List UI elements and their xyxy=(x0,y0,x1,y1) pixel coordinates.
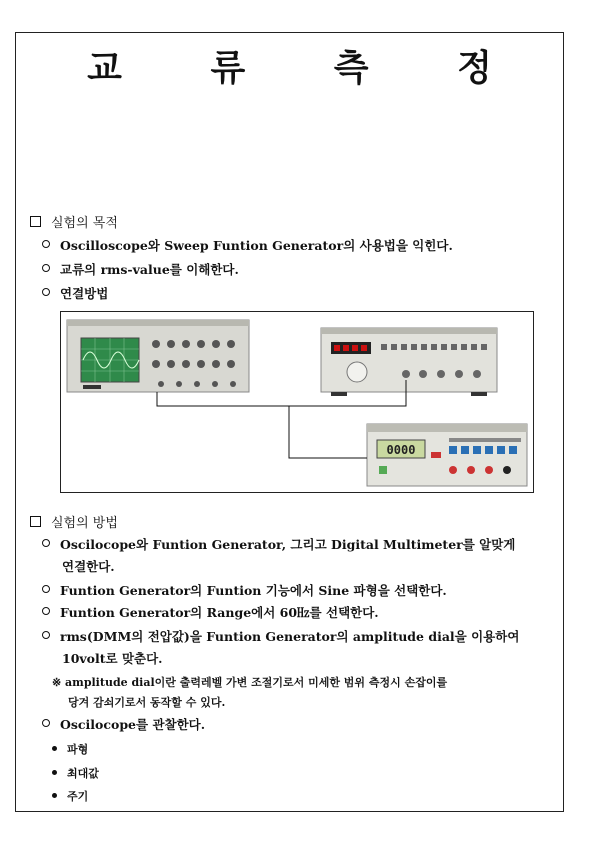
checkbox-icon xyxy=(30,216,41,227)
function-generator-image xyxy=(321,328,497,396)
list-item: Oscilocope와 Funtion Generator, 그리고 Digital Multimeter를 알맞게 xyxy=(42,535,515,555)
digital-multimeter-image xyxy=(367,424,527,486)
list-item: Funtion Generator의 Funtion 기능에서 Sine 파형을 선택한다. xyxy=(42,581,447,601)
circle-bullet-icon xyxy=(42,607,50,615)
note-text-continuation: 당겨 감쇠기로서 동작할 수 있다. xyxy=(68,696,226,709)
circle-bullet-icon xyxy=(42,631,50,639)
list-item: 교류의 rms-value를 이해한다. xyxy=(42,260,239,280)
connection-diagram xyxy=(60,311,534,493)
dmm-display-value: 0000 xyxy=(386,443,416,457)
circle-bullet-icon xyxy=(42,264,50,272)
list-item: Oscilocope를 관찰한다. xyxy=(42,715,205,735)
bullet-icon xyxy=(52,770,57,775)
bullet-item: 파형 xyxy=(52,741,88,757)
circle-bullet-icon xyxy=(42,240,50,248)
bullet-item: 주기 xyxy=(52,788,88,804)
list-item-continuation: 10volt로 맞춘다. xyxy=(62,651,163,666)
list-item: Funtion Generator의 Range에서 60㎐를 선택한다. xyxy=(42,603,379,623)
section-heading-method xyxy=(30,512,118,531)
section-heading-text: 실험의 방법 xyxy=(51,516,118,531)
list-item: rms(DMM의 전압값)을 Funtion Generator의 amplitude dial을 이용하여 xyxy=(42,627,519,647)
list-item: Oscilloscope와 Sweep Funtion Generator의 사용법을 익힌다. xyxy=(42,236,453,256)
section-heading-text: 실험의 목적 xyxy=(51,216,118,231)
bullet-icon xyxy=(52,746,57,751)
equipment-illustration xyxy=(61,312,533,492)
circle-bullet-icon xyxy=(42,539,50,547)
circle-bullet-icon xyxy=(42,719,50,727)
section-heading-purpose xyxy=(30,212,118,231)
circle-bullet-icon xyxy=(42,288,50,296)
list-item-continuation: 연결한다. xyxy=(62,559,115,574)
bullet-item: 최대값 xyxy=(52,765,99,781)
note-text: ※ amplitude dial이란 출력레벨 가변 조절기로서 미세한 범위 측정시 손잡이를 xyxy=(52,676,448,689)
bullet-icon xyxy=(52,793,57,798)
checkbox-icon xyxy=(30,516,41,527)
circle-bullet-icon xyxy=(42,585,50,593)
list-item: 연결방법 xyxy=(42,284,108,304)
page-title: 교 류 측 정 xyxy=(87,47,530,89)
oscilloscope-image xyxy=(67,320,249,392)
